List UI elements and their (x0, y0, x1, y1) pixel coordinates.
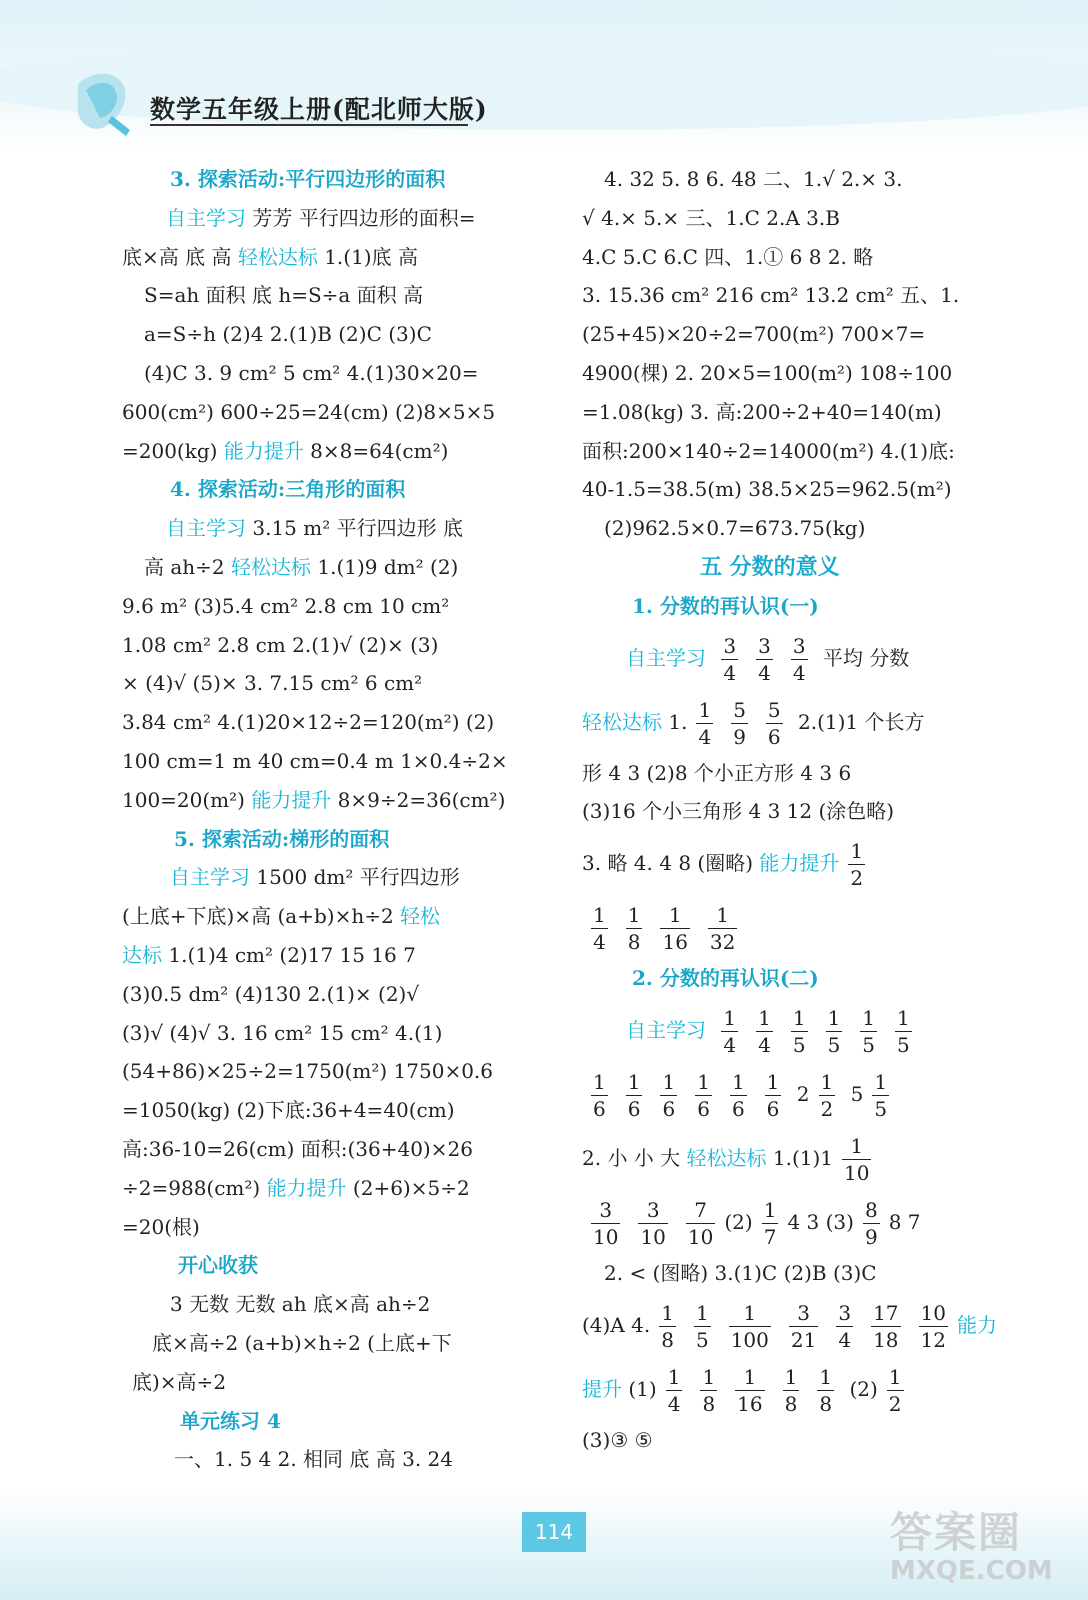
answer-line: 达标 1.(1)4 cm² (2)17 15 16 7 (122, 942, 416, 967)
answer-line: 100 cm=1 m 40 cm=0.4 m 1×0.4÷2× (122, 748, 508, 773)
fraction (695, 1069, 712, 1121)
label-zizhu: 自主学习 (626, 1017, 706, 1042)
fraction-numerator: 5 (733, 697, 746, 722)
fraction (626, 1069, 643, 1121)
section-heading: 4. 探索活动:三角形的面积 (170, 477, 406, 502)
fraction-numerator: 1 (897, 1005, 910, 1030)
fraction-denominator: 5 (695, 1327, 709, 1352)
answer-line: (25+45)×20÷2=700(m²) 700×7= (582, 322, 926, 347)
fraction-numerator: 1 (702, 1364, 716, 1389)
fraction-numerator: 1 (661, 1300, 674, 1325)
answer-line: 一、1. 5 4 2. 相同 底 高 3. 24 (174, 1447, 454, 1472)
fraction-denominator: 5 (827, 1032, 841, 1057)
label-dabiao: 达标 (122, 942, 162, 967)
fraction (783, 1364, 800, 1416)
fraction-numerator: 3 (838, 1300, 852, 1325)
fraction-denominator: 10 (844, 1160, 870, 1185)
fraction-numerator: 1 (819, 1364, 833, 1389)
fraction (791, 633, 808, 685)
fraction (730, 1069, 747, 1121)
section-heading: 5. 探索活动:梯形的面积 (174, 826, 390, 851)
answer-line: 4. 32 5. 8 6. 48 二、1.√ 2.× 3. (604, 167, 903, 191)
fraction-numerator: 10 (920, 1300, 946, 1325)
section-heading: 单元练习 4 (180, 1408, 281, 1433)
fraction-numerator: 1 (874, 1069, 888, 1094)
fraction-numerator: 1 (850, 839, 864, 864)
answer-line: 4.C 5.C 6.C 四、1.① 6 8 2. 略 (582, 244, 874, 269)
fraction (591, 1069, 608, 1121)
fraction-denominator: 5 (897, 1032, 910, 1057)
answer-line: ÷2=988(cm²) 能力提升 (2+6)×5÷2 (122, 1175, 470, 1200)
section-heading: 2. 分数的再认识(二) (632, 966, 819, 991)
answer-line: 4900(棵) 2. 20×5=100(m²) 108÷100 (582, 360, 953, 385)
label-nengli: 能力提升 (266, 1175, 347, 1200)
answer-line: 3.84 cm² 4.(1)20×12÷2=120(m²) (2) (122, 710, 495, 735)
fraction-numerator: 1 (792, 1005, 806, 1030)
fraction-denominator: 4 (723, 660, 737, 685)
fraction-numerator: 1 (784, 1364, 798, 1389)
fraction-numerator: 1 (667, 1364, 681, 1389)
fraction-numerator: 5 (767, 697, 781, 722)
section-heading: 开心收获 (178, 1253, 258, 1278)
answer-line: (4)A 4. $\frac{1}{8}$ $\frac{1}{5}$ $\frac{1}{100}$ $\frac{3}{21}$ $\frac{3}{4}$ $\frac{17}{18}$ $\frac{10}{12}$ 能力 (582, 1300, 997, 1352)
fraction-denominator: 4 (792, 660, 806, 685)
fraction-numerator: 1 (662, 1069, 676, 1094)
fraction (887, 1364, 904, 1416)
answer-line: 自主学习 芳芳 平行四边形的面积= (166, 205, 476, 230)
answer-line: (上底+下底)×高 (a+b)×h÷2 轻松 (122, 904, 441, 929)
fraction-denominator: 5 (792, 1032, 806, 1057)
fraction-numerator: 1 (593, 903, 606, 928)
answer-line: S=ah 面积 底 h=S÷a 面积 高 (144, 283, 424, 308)
answer-line: 1.08 cm² 2.8 cm 2.(1)√ (2)× (3) (122, 632, 439, 657)
fraction (686, 1197, 715, 1249)
answer-line: (54+86)×25÷2=1750(m²) 1750×0.6 (122, 1059, 494, 1084)
left-column (122, 160, 542, 1479)
answer-line: 3. 略 4. 4 8 (圈略) 能力提升 $\frac{1}{2}$ (582, 839, 864, 891)
answer-line: 底)×高÷2 (132, 1369, 227, 1394)
answer-line: 形 4 3 (2)8 个小正方形 4 3 6 (582, 760, 852, 785)
answer-line: 底×高 底 高 轻松达标 1.(1)底 高 (122, 244, 418, 269)
fraction (696, 697, 713, 749)
section-heading: 3. 探索活动:平行四边形的面积 (170, 167, 446, 191)
label-qingsong: 轻松达标 (231, 554, 312, 579)
fraction (638, 1197, 667, 1249)
fraction (895, 1005, 912, 1057)
section-heading: 1. 分数的再认识(一) (632, 593, 819, 618)
label-qingsong: 轻松达标 (686, 1145, 767, 1170)
fraction-numerator: 1 (820, 1069, 834, 1094)
answer-line: a=S÷h (2)4 2.(1)B (2)C (3)C (144, 322, 432, 347)
label-nengli: 能力提升 (251, 787, 332, 812)
answer-line: 高:36-10=26(cm) 面积:(36+40)×26 (122, 1136, 473, 1161)
fraction-denominator: 16 (662, 930, 688, 955)
fraction-numerator: 3 (638, 1200, 667, 1224)
fraction-numerator: 1 (729, 1303, 771, 1327)
fraction-numerator: 1 (827, 1005, 841, 1030)
fraction-denominator: 5 (862, 1032, 876, 1057)
fraction-denominator: 6 (697, 1096, 710, 1121)
label-nengli: 能力提升 (759, 851, 840, 876)
fraction (871, 1300, 900, 1352)
fraction (848, 839, 865, 891)
fraction (819, 1069, 836, 1121)
fraction-numerator: 1 (698, 697, 712, 722)
fraction (766, 697, 783, 749)
fraction-numerator: 1 (766, 1069, 780, 1094)
label-qingsong: 轻松达标 (582, 709, 662, 734)
fraction-denominator: 4 (723, 1032, 737, 1057)
answer-line: 3 无数 无数 ah 底×高 ah÷2 (170, 1292, 431, 1317)
fraction-denominator: 4 (758, 660, 771, 685)
fraction-numerator: 1 (660, 905, 689, 929)
label-qingsong: 轻松 (400, 904, 441, 929)
fraction (756, 633, 773, 685)
fraction (660, 1069, 677, 1121)
fraction-numerator: 1 (695, 1300, 709, 1325)
fraction (721, 1005, 738, 1057)
fraction-numerator: 3 (723, 633, 737, 658)
fraction-denominator: 8 (661, 1327, 674, 1352)
fraction (626, 903, 643, 955)
fraction-numerator: 1 (723, 1005, 737, 1030)
fraction (863, 1197, 880, 1249)
answer-line: 2. 小 小 大 轻松达标 1.(1)1 $\frac{1}{10}$ (582, 1133, 870, 1185)
fraction-denominator: 8 (784, 1391, 798, 1416)
answer-line: 2. < (图略) 3.(1)C (2)B (3)C (604, 1260, 877, 1285)
answer-line: × (4)√ (5)× 3. 7.15 cm² 6 cm² (122, 671, 423, 696)
fraction-denominator: 9 (733, 724, 746, 749)
fraction-denominator: 2 (850, 866, 864, 891)
answer-line: =1.08(kg) 3. 高:200÷2+40=140(m) (582, 399, 942, 424)
label-zizhu: 自主学习 (626, 645, 706, 670)
fraction-denominator: 4 (593, 930, 606, 955)
fraction (694, 1300, 711, 1352)
fraction-numerator: 1 (735, 1367, 764, 1391)
fraction-denominator: 8 (702, 1391, 716, 1416)
fraction-numerator: 7 (686, 1200, 715, 1224)
fraction-denominator: 2 (820, 1096, 834, 1121)
answer-line: 高 ah÷2 轻松达标 1.(1)9 dm² (2) (144, 554, 459, 579)
fraction (826, 1005, 843, 1057)
answer-line: (3)0.5 dm² (4)130 2.(1)× (2)√ (122, 981, 420, 1006)
fraction-denominator: 10 (687, 1224, 714, 1249)
answer-line: √ 4.× 5.× 三、1.C 2.A 3.B (582, 205, 840, 230)
fraction (700, 1364, 717, 1416)
fraction (756, 1005, 773, 1057)
fraction-numerator: 1 (593, 1069, 606, 1094)
fraction (591, 903, 608, 955)
fraction-denominator: 4 (667, 1391, 681, 1416)
fraction-denominator: 8 (819, 1391, 833, 1416)
fraction-numerator: 1 (627, 903, 641, 928)
fraction (731, 697, 748, 749)
answer-line: 40-1.5=38.5(m) 38.5×25=962.5(m²) (582, 477, 952, 502)
watermark-logo: 答案圈 MXQE.COM (890, 1508, 1053, 1586)
label-qingsong: 轻松达标 (237, 244, 318, 269)
fraction-numerator: 1 (731, 1069, 745, 1094)
fraction-numerator: 3 (792, 633, 806, 658)
answer-line: =200(kg) 能力提升 8×8=64(cm²) (122, 438, 449, 463)
answer-line: $\frac{3}{10}$ $\frac{3}{10}$ $\frac{7}{10}$ (2) $\frac{1}{7}$ 4 3 (3) $\frac{8}{9}$ 8 7 (593, 1197, 921, 1249)
fraction-numerator: 3 (789, 1303, 818, 1327)
answer-line: 9.6 m² (3)5.4 cm² 2.8 cm 10 cm² (122, 593, 450, 618)
label-tisheng: 提升 (582, 1376, 622, 1401)
answer-line: =20(根) (122, 1214, 200, 1239)
answer-line: (4)C 3. 9 cm² 5 cm² 4.(1)30×20= (144, 360, 479, 385)
answer-line: 轻松达标 1. $\frac{1}{4}$ $\frac{5}{9}$ $\frac{5}{6}$ 2.(1)1 个长方 (582, 697, 925, 749)
chapter-heading: 五 分数的意义 (700, 553, 840, 580)
answer-line (582, 895, 1002, 959)
answer-line: 3. 15.36 cm² 216 cm² 13.2 cm² 五、1. (582, 283, 960, 308)
fraction-numerator: 1 (842, 1136, 871, 1160)
fraction-numerator: 3 (758, 633, 771, 658)
fraction-denominator: 18 (873, 1327, 899, 1352)
fraction-denominator: 21 (790, 1327, 817, 1352)
fraction-numerator: 8 (864, 1197, 878, 1222)
fraction-denominator: 6 (593, 1096, 606, 1121)
answer-line: 自主学习 1500 dm² 平行四边形 (170, 865, 460, 890)
answer-line: 底×高÷2 (a+b)×h÷2 (上底+下 (152, 1330, 452, 1355)
fraction-denominator: 10 (593, 1224, 619, 1249)
page-number: 114 (522, 1512, 586, 1552)
fraction-denominator: 6 (731, 1096, 745, 1121)
answer-line: (2)962.5×0.7=673.75(kg) (604, 516, 866, 541)
fraction-numerator: 17 (873, 1300, 899, 1325)
fraction (817, 1364, 834, 1416)
answer-line: =1050(kg) (2)下底:36+4=40(cm) (122, 1098, 455, 1123)
fraction-numerator: 1 (763, 1197, 777, 1222)
label-zizhu: 自主学习 (166, 516, 246, 541)
fraction-denominator: 10 (640, 1224, 666, 1249)
answer-line: (3)③ ⑤ (582, 1427, 653, 1452)
fraction (842, 1133, 871, 1185)
fraction-denominator: 4 (758, 1032, 771, 1057)
fraction-denominator: 2 (888, 1391, 902, 1416)
fraction (591, 1197, 620, 1249)
brush-logo-icon (72, 66, 136, 140)
fraction (660, 903, 689, 955)
fraction-denominator: 8 (627, 930, 641, 955)
header-underline (150, 124, 468, 126)
fraction-numerator: 1 (708, 905, 737, 929)
answer-line: 提升 (1) $\frac{1}{4}$ $\frac{1}{8}$ $\frac{1}{16}$ $\frac{1}{8}$ $\frac{1}{8}$ (2) $\frac{1}{2}$ (582, 1364, 902, 1416)
fraction (735, 1364, 764, 1416)
fraction-denominator: 6 (767, 724, 781, 749)
fraction (729, 1300, 771, 1352)
fraction (666, 1364, 683, 1416)
fraction-denominator: 16 (737, 1391, 763, 1416)
label-nengli: 能力 (956, 1312, 997, 1337)
fraction-denominator: 7 (763, 1224, 777, 1249)
right-column (582, 160, 1002, 1460)
answer-line: (3)√ (4)√ 3. 16 cm² 15 cm² 4.(1) (122, 1020, 443, 1045)
fraction-numerator: 1 (888, 1364, 902, 1389)
fraction-denominator: 4 (698, 724, 712, 749)
answer-line: 100=20(m²) 能力提升 8×9÷2=36(cm²) (122, 787, 506, 812)
fraction-denominator: 4 (838, 1327, 852, 1352)
answer-line: 自主学习 3.15 m² 平行四边形 底 (166, 516, 463, 541)
label-nengli: 能力提升 (223, 438, 304, 463)
fraction (789, 1300, 818, 1352)
fraction (762, 1197, 779, 1249)
fraction-denominator: 100 (730, 1327, 769, 1352)
fraction-numerator: 3 (591, 1200, 620, 1224)
answer-line: 面积:200×140÷2=14000(m²) 4.(1)底: (582, 438, 955, 463)
fraction-numerator: 1 (758, 1005, 771, 1030)
fraction (721, 633, 738, 685)
fraction-denominator: 6 (627, 1096, 641, 1121)
fraction (659, 1300, 676, 1352)
answer-line: 自主学习 $\frac{3}{4}$ $\frac{3}{4}$ $\frac{3}{4}$ 平均 分数 (626, 633, 910, 685)
fraction-numerator: 1 (627, 1069, 641, 1094)
fraction-numerator: 1 (697, 1069, 710, 1094)
fraction-denominator: 9 (864, 1224, 878, 1249)
fraction-numerator: 1 (862, 1005, 876, 1030)
fraction-denominator: 6 (766, 1096, 780, 1121)
answer-line: $\frac{1}{6}$ $\frac{1}{6}$ $\frac{1}{6}$ $\frac{1}{6}$ $\frac{1}{6}$ $\frac{1}{6}$ 2 $\frac{1}{2}$ 5 $\frac{1}{5}$ (593, 1069, 888, 1121)
fraction (708, 903, 737, 955)
answer-line: (3)16 个小三角形 4 3 12 (涂色略) (582, 799, 895, 824)
fraction-denominator: 5 (874, 1096, 888, 1121)
fraction (836, 1300, 853, 1352)
fraction-denominator: 32 (709, 930, 736, 955)
fraction (872, 1069, 889, 1121)
fraction (791, 1005, 808, 1057)
fraction (860, 1005, 877, 1057)
page-header-title: 数学五年级上册(配北师大版) (150, 95, 488, 124)
fraction (919, 1300, 948, 1352)
fraction (765, 1069, 782, 1121)
answer-line: 600(cm²) 600÷25=24(cm) (2)8×5×5 (122, 399, 496, 424)
fraction-denominator: 12 (920, 1327, 946, 1352)
fraction-denominator: 6 (662, 1096, 676, 1121)
label-zizhu: 自主学习 (170, 865, 250, 890)
label-zizhu: 自主学习 (166, 205, 246, 230)
answer-line (582, 998, 1002, 1062)
